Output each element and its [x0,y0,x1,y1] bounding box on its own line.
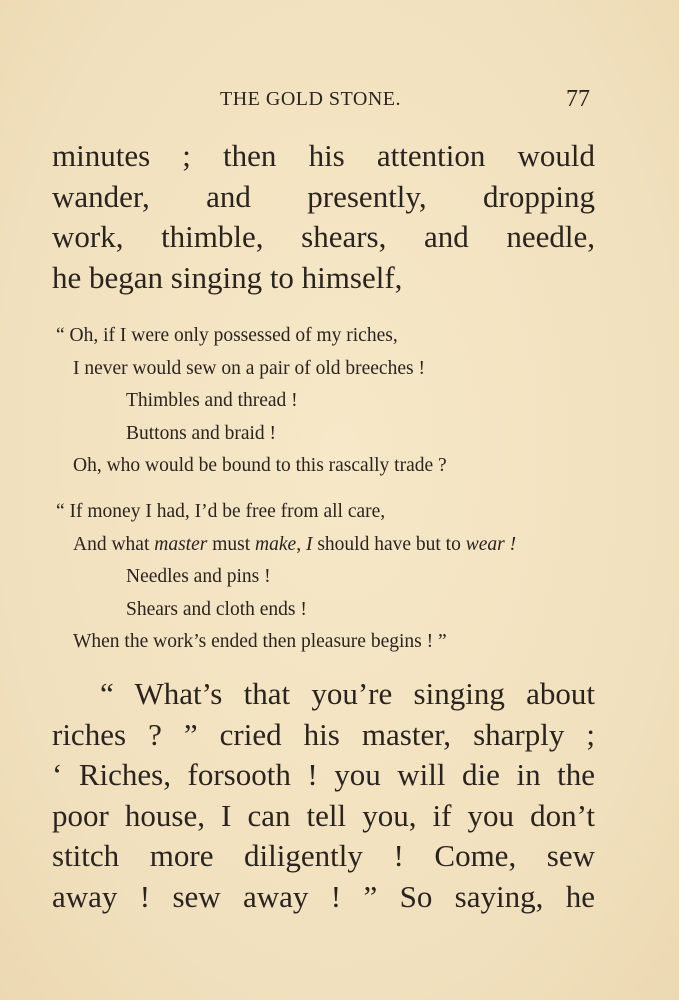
verse-line: Thimbles and thread ! [126,390,298,411]
prose-line: minutes ; then his attention would [52,138,595,173]
prose-line: he began singing to himself, [52,259,403,295]
song-verse-2 [56,496,616,659]
song-verse-1 [56,320,616,483]
verse-italic-text: I [305,533,313,555]
verse-italic-text: wear [465,533,505,555]
verse-italic-text: make [255,533,297,555]
prose-line: stitch more diligently ! Come, sew [52,838,595,873]
prose-line: wander, and presently, dropping [52,178,595,214]
verse-line: “ Oh, if I were only possessed of my riches, [56,325,398,346]
verse-text: must [207,533,256,555]
verse-text: , [296,533,306,555]
verse-text: should have but to [312,533,466,555]
prose-line: away ! sew away ! ” So saying, he [52,878,595,914]
prose-line: riches ? ” cried his master, sharply ; [52,716,595,752]
page-number: 77 [566,86,590,112]
verse-italic-text: ! [504,533,517,555]
verse-line: Buttons and braid ! [126,422,277,444]
prose-line: poor house, I can tell you, if you don’t [52,797,595,833]
verse-line: Needles and pins ! [126,566,271,587]
verse-line: Oh, who would be bound to this rascally trade ? [73,455,447,476]
running-head: THE GOLD STONE. [220,88,402,110]
prose-line: “ What’s that you’re singing about [100,676,595,711]
verse-line: I never would sew on a pair of old breeches ! [73,357,425,379]
prose-paragraph-top [52,136,595,298]
prose-paragraph-bottom [52,674,595,917]
prose-line: work, thimble, shears, and needle, [52,219,595,254]
verse-line: When the work’s ended then pleasure begins ! ” [73,631,447,652]
verse-italic-text: master [154,533,208,555]
verse-text: And what [73,533,155,555]
verse-line: “ If money I had, I’d be free from all care, [56,501,386,522]
verse-line: Shears and cloth ends ! [126,598,307,620]
prose-line: ‘ Riches, forsooth ! you will die in the [52,757,595,792]
verse-line-with-italics [56,529,616,562]
